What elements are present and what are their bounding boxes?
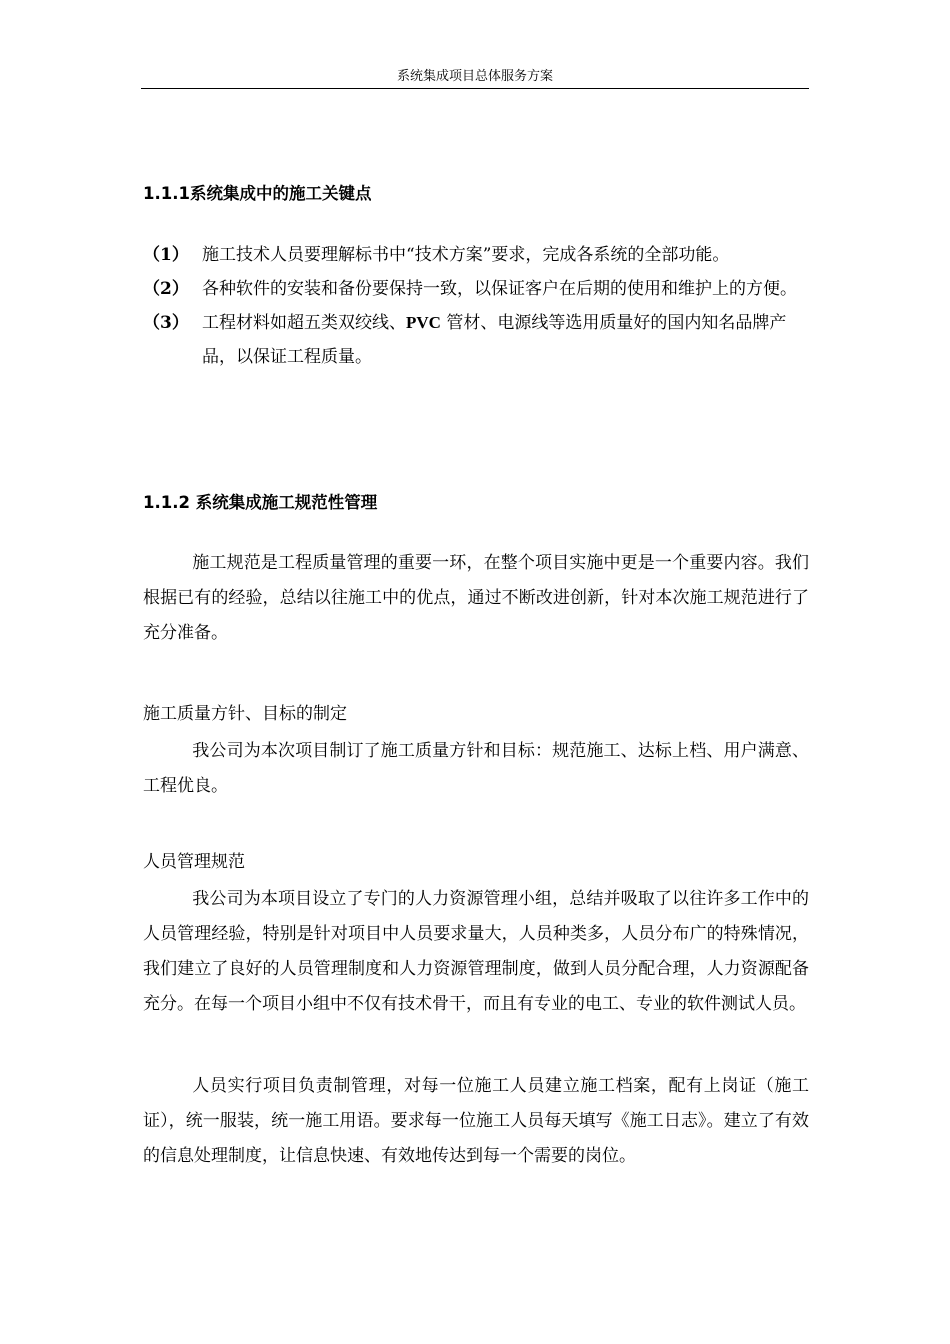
quality-paragraph: 我公司为本次项目制订了施工质量方针和目标：规范施工、达标上档、用户满意、工程优良。 (143, 741, 809, 796)
key-points-list (143, 238, 809, 374)
intro-paragraph: 施工规范是工程质量管理的重要一环，在整个项目实施中更是一个重要内容。我们根据已有的经验，总结以往施工中的优点，通过不断改进创新，针对本次施工规范进行了充分准备。 (143, 553, 809, 643)
list-number: （1） (143, 245, 189, 265)
list-item (143, 272, 809, 306)
list-text: 施工技术人员要理解标书中“技术方案”要求，完成各系统的全部功能。 (202, 245, 730, 265)
personnel-paragraph-1: 我公司为本项目设立了专门的人力资源管理小组，总结并吸取了以往许多工作中的人员管理经验，特别是针对项目中人员要求量大，人员种类多，人员分布广的特殊情况，我们建立了良好的人员管理制度和人力资源管理制度，做到人员分配合理，人力资源配备充分。在每一个项目小组中不仅有技术骨干，而且有专业的电工、专业的软件测试人员。 (143, 889, 809, 1014)
list-item (143, 238, 809, 272)
list-text-after: 管材、电源线等选用质量好的国内知名品牌产品，以保证工程质量。 (202, 313, 787, 367)
list-text: 各种软件的安装和备份要保持一致，以保证客户在后期的使用和维护上的方便。 (202, 279, 797, 299)
list-text-before: 工程材料如超五类双绞线、 (202, 313, 406, 333)
header-rule (141, 88, 809, 89)
list-number: （2） (143, 279, 189, 299)
running-header: 系统集成项目总体服务方案 (396, 69, 553, 84)
quality-subtitle: 施工质量方针、目标的制定 (143, 704, 347, 724)
section-heading-1-1-1: 1.1.1系统集成中的施工关键点 (143, 184, 372, 203)
list-text-latin: PVC (406, 313, 441, 332)
list-item (143, 306, 809, 374)
section-heading-1-1-2: 1.1.2 系统集成施工规范性管理 (143, 493, 378, 512)
personnel-subtitle: 人员管理规范 (143, 852, 245, 872)
list-number: （3） (143, 313, 189, 333)
personnel-paragraph-2: 人员实行项目负责制管理，对每一位施工人员建立施工档案，配有上岗证（施工证），统一服装，统一施工用语。要求每一位施工人员每天填写《施工日志》。建立了有效的信息处理制度，让信息快速、有效地传达到每一个需要的岗位。 (143, 1076, 809, 1166)
